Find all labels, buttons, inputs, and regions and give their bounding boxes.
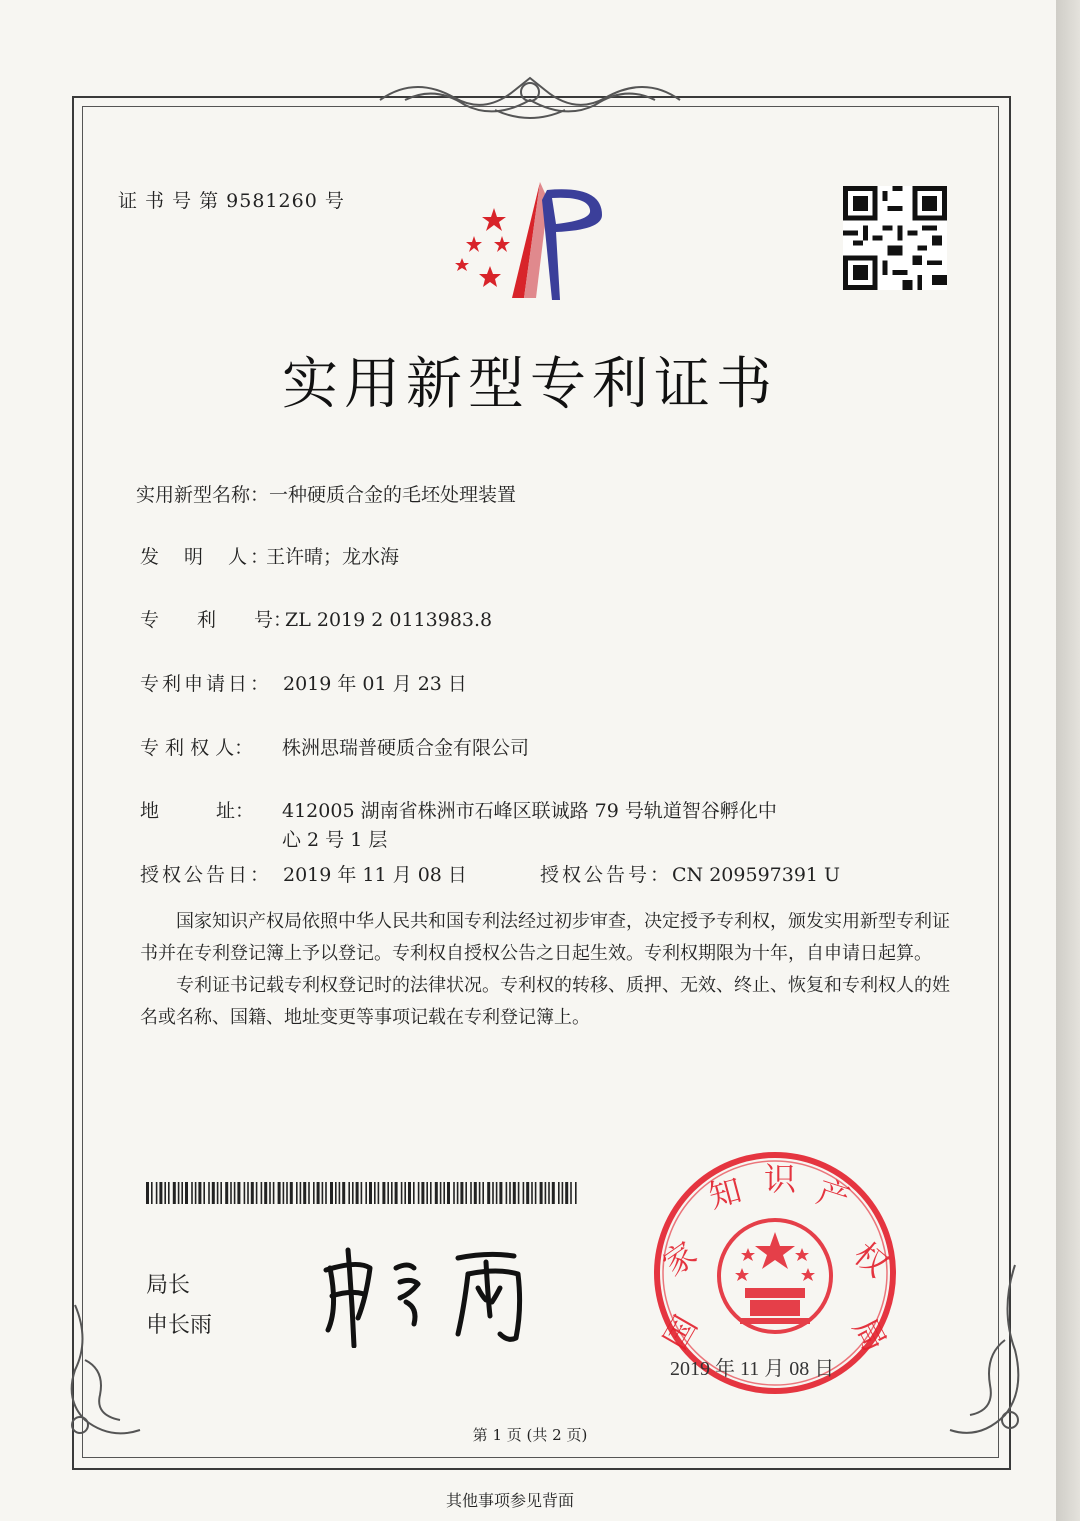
certificate-body	[140, 906, 950, 1034]
seal-char-6: 权	[846, 1234, 896, 1285]
patent-number-value: ZL 2019 2 0113983.8	[285, 609, 493, 631]
patentee-label: 专 利 权 人：	[140, 737, 254, 759]
inventor-row	[140, 542, 399, 569]
seal-char-5: 产	[812, 1172, 855, 1219]
right-corner-ornament-icon	[930, 1260, 1030, 1450]
address-value-line2: 心 2 号 1 层	[282, 829, 388, 851]
grant-date-value: 2019 年 11 月 08 日	[283, 864, 467, 886]
seal-char-3: 知	[704, 1170, 746, 1216]
grant-date-label: 授权公告日：	[140, 864, 273, 886]
page-number: 第 1 页 (共 2 页)	[472, 1426, 588, 1444]
application-date-row	[140, 669, 467, 696]
seal-char-4: 识	[763, 1160, 797, 1198]
patentee-row	[140, 733, 529, 760]
body-paragraph-2: 专利证书记载专利权登记时的法律状况。专利权的转移、质押、无效、终止、恢复和专利权人的姓名或名称、国籍、地址变更等事项记载在专利登记簿上。	[140, 975, 950, 1028]
address-row-continued	[282, 825, 387, 852]
director-name: 申长雨	[146, 1313, 213, 1338]
certificate-title: 实用新型专利证书	[282, 352, 778, 417]
body-paragraph-1: 国家知识产权局依照中华人民共和国专利法经过初步审查，决定授予专利权，颁发实用新型专利证书并在专利登记簿上予以登记。专利权自授权公告之日起生效。专利权期限为十年，自申请日起算。	[140, 911, 950, 964]
utility-model-name-value: 一种硬质合金的毛坯处理装置	[269, 484, 517, 506]
back-note: 其他事项参见背面	[445, 1491, 574, 1510]
grant-number-row	[540, 860, 840, 887]
cnipa-logo-icon	[452, 180, 612, 304]
inventor-label: 发 明 人：	[140, 546, 273, 568]
qr-code-icon	[843, 186, 947, 290]
application-date-label: 专利申请日：	[140, 673, 273, 695]
grant-number-label: 授权公告号：	[540, 864, 673, 886]
barcode-icon	[146, 1182, 582, 1204]
seal-date: 2019 年 11 月 08 日	[670, 1358, 835, 1380]
director-title: 局长	[146, 1273, 191, 1298]
top-ornament-icon	[375, 70, 685, 126]
certificate-number: 证 书 号 第 9581260 号	[118, 190, 345, 212]
inventor-value: 王许晴；龙水海	[266, 546, 400, 568]
utility-model-name-row	[136, 480, 516, 507]
grant-number-value: CN 209597391 U	[672, 864, 841, 886]
grant-date-row	[140, 860, 467, 887]
director-signature-icon	[318, 1238, 548, 1348]
page-edge	[1056, 0, 1080, 1521]
seal-char-2: 家	[655, 1234, 704, 1284]
utility-model-name-label: 实用新型名称：	[136, 484, 270, 506]
seal-char-1: 国	[656, 1309, 705, 1356]
application-date-value: 2019 年 01 月 23 日	[283, 673, 467, 695]
patentee-value: 株洲思瑞普硬质合金有限公司	[282, 737, 530, 759]
address-row	[140, 796, 777, 823]
address-label: 地 址：	[140, 800, 255, 822]
patent-number-label: 专 利 号：	[140, 609, 293, 631]
address-value-line1: 412005 湖南省株洲市石峰区联诚路 79 号轨道智谷孵化中	[282, 800, 777, 822]
patent-number-row	[140, 605, 492, 632]
seal-char-7: 局	[845, 1311, 895, 1358]
